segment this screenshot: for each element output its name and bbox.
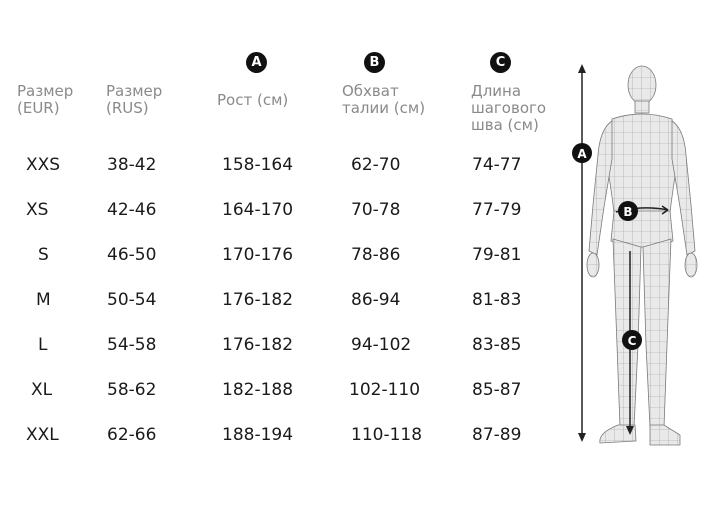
marker-b: B	[364, 52, 385, 73]
cell-rus: 46-50	[107, 245, 157, 265]
cell-waist: 86-94	[351, 290, 401, 310]
cell-rus: 54-58	[107, 335, 157, 355]
cell-rus: 50-54	[107, 290, 157, 310]
cell-inseam: 79-81	[472, 245, 522, 265]
cell-waist: 78-86	[351, 245, 401, 265]
cell-eur: S	[38, 245, 49, 265]
cell-eur: XXS	[26, 155, 61, 175]
mannequin-figure	[560, 55, 710, 455]
cell-inseam: 77-79	[472, 200, 522, 220]
cell-height: 170-176	[222, 245, 294, 265]
height-arrow	[578, 64, 586, 442]
cell-eur: XXL	[26, 425, 59, 445]
cell-height: 182-188	[222, 380, 294, 400]
svg-text:C: C	[627, 334, 637, 348]
header-inseam: Длина шагового шва (см)	[471, 82, 547, 134]
cell-rus: 38-42	[107, 155, 157, 175]
header-height: Рост (см)	[217, 91, 289, 109]
header-size-rus: Размер (RUS)	[106, 82, 163, 117]
cell-rus: 62-66	[107, 425, 157, 445]
cell-waist: 94-102	[351, 335, 412, 355]
cell-inseam: 87-89	[472, 425, 522, 445]
header-size-eur: Размер (EUR)	[17, 82, 74, 117]
cell-height: 164-170	[222, 200, 294, 220]
cell-height: 176-182	[222, 335, 294, 355]
cell-height: 188-194	[222, 425, 294, 445]
cell-eur: XS	[26, 200, 49, 220]
cell-height: 158-164	[222, 155, 294, 175]
cell-inseam: 74-77	[472, 155, 522, 175]
svg-text:A: A	[577, 147, 587, 161]
cell-eur: L	[38, 335, 48, 355]
cell-height: 176-182	[222, 290, 294, 310]
cell-inseam: 83-85	[472, 335, 522, 355]
marker-c: C	[490, 52, 511, 73]
svg-text:B: B	[623, 205, 633, 219]
cell-waist: 62-70	[351, 155, 401, 175]
cell-inseam: 81-83	[472, 290, 522, 310]
marker-a: A	[246, 52, 267, 73]
cell-waist: 70-78	[351, 200, 401, 220]
cell-rus: 42-46	[107, 200, 157, 220]
cell-waist: 110-118	[351, 425, 423, 445]
header-waist: Обхват талии (см)	[342, 82, 426, 117]
cell-rus: 58-62	[107, 380, 157, 400]
mannequin-body	[587, 66, 697, 445]
cell-inseam: 85-87	[472, 380, 522, 400]
cell-eur: XL	[31, 380, 53, 400]
cell-waist: 102-110	[349, 380, 421, 400]
cell-eur: M	[36, 290, 51, 310]
